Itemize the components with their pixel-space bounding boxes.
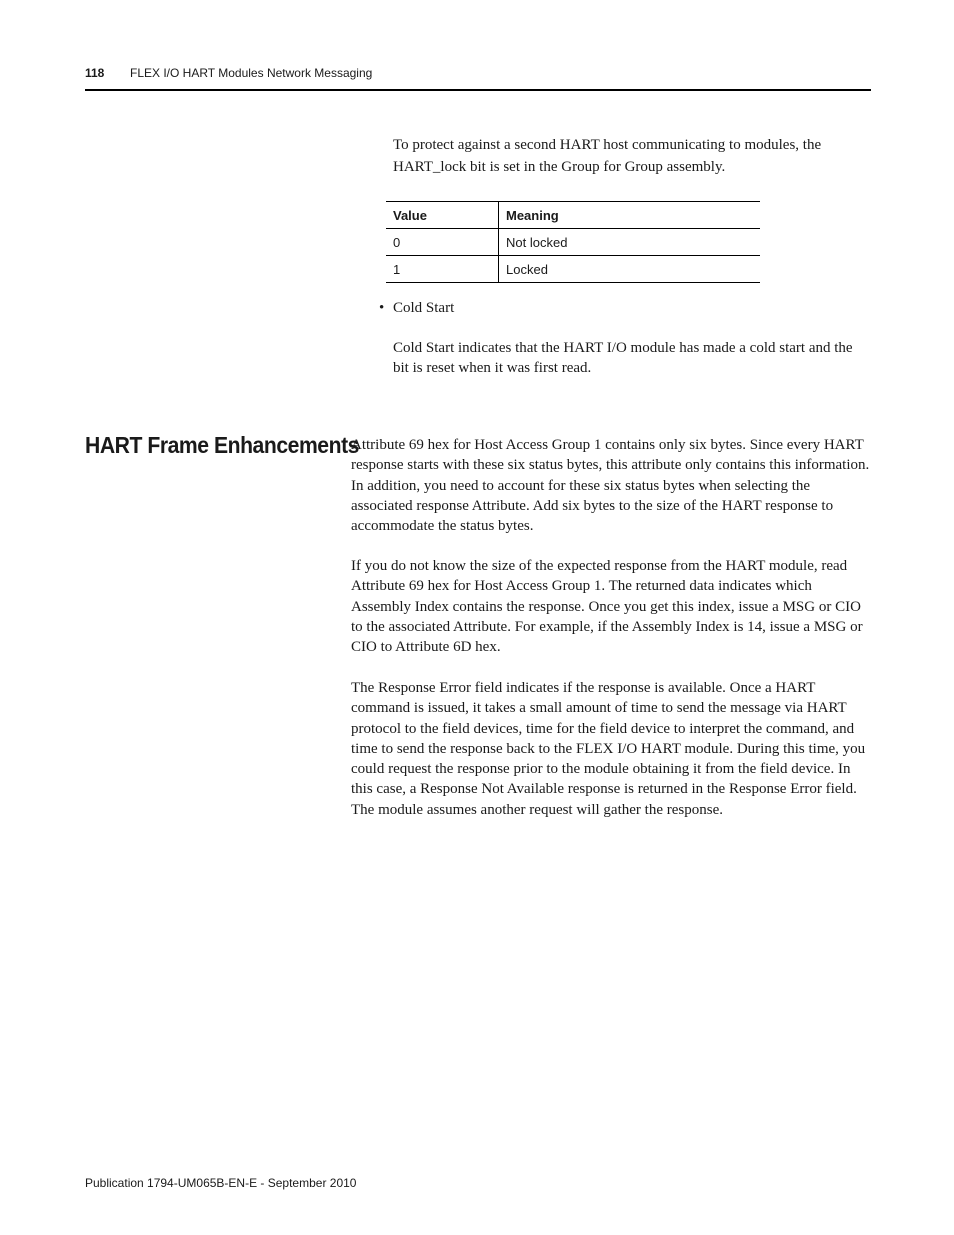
- page-number: 118: [85, 66, 105, 80]
- body-paragraph: Attribute 69 hex for Host Access Group 1 contains only six bytes. Since every HART response starts with these six status bytes, this attribute only contains this information. In addition, you need to account for these six status bytes when selecting the associated response Attribute. Add six bytes to the size of the HART response to accommodate the status bytes.: [351, 437, 870, 535]
- table-cell-value: 0: [386, 229, 499, 256]
- table-header-value: Value: [386, 202, 499, 229]
- table-cell-meaning: Not locked: [499, 229, 761, 256]
- table-cell-value: 1: [386, 256, 499, 283]
- body-paragraph: The Response Error field indicates if the response is available. Once a HART command is issued, it takes a small amount of time to send the message via HART protocol to the field devices, time for the field device to interpret the command, and time to send the response back to the FLEX I/O HART module. During this time, you could request the response prior to the module obtaining it from the field device. In this case, a Response Not Available response is returned in the Response Error field. The module assumes another request will gather the response.: [351, 680, 866, 818]
- table-row: [386, 256, 760, 283]
- bullet-marker: •: [379, 300, 385, 316]
- table-header-row: [386, 202, 760, 229]
- bullet-label: Cold Start: [393, 300, 455, 316]
- header-divider: [85, 89, 871, 91]
- footer-publication: Publication 1794-UM065B-EN-E - September 2010: [85, 1176, 357, 1190]
- table-row: [386, 229, 760, 256]
- lock-value-table: [386, 201, 760, 283]
- body-paragraph: If you do not know the size of the expected response from the HART module, read Attribute 69 hex for Host Access Group 1. The returned data indicates which Assembly Index contains the response. Once you get this index, issue a MSG or CIO to the associated Attribute. For example, if the Assembly Index is 14, issue a MSG or CIO to Attribute 6D hex.: [351, 558, 863, 656]
- table-header-meaning: Meaning: [499, 202, 761, 229]
- bullet-item-cold-start: [379, 298, 454, 318]
- cold-start-description: Cold Start indicates that the HART I/O module has made a cold start and the bit is reset when it was first read.: [393, 340, 853, 376]
- section-heading: HART Frame Enhancements: [85, 432, 359, 458]
- table-cell-meaning: Locked: [499, 256, 761, 283]
- running-header-title: FLEX I/O HART Modules Network Messaging: [130, 66, 373, 80]
- intro-paragraph: To protect against a second HART host communicating to modules, the HART_lock bit is set in the Group for Group assembly.: [393, 137, 822, 175]
